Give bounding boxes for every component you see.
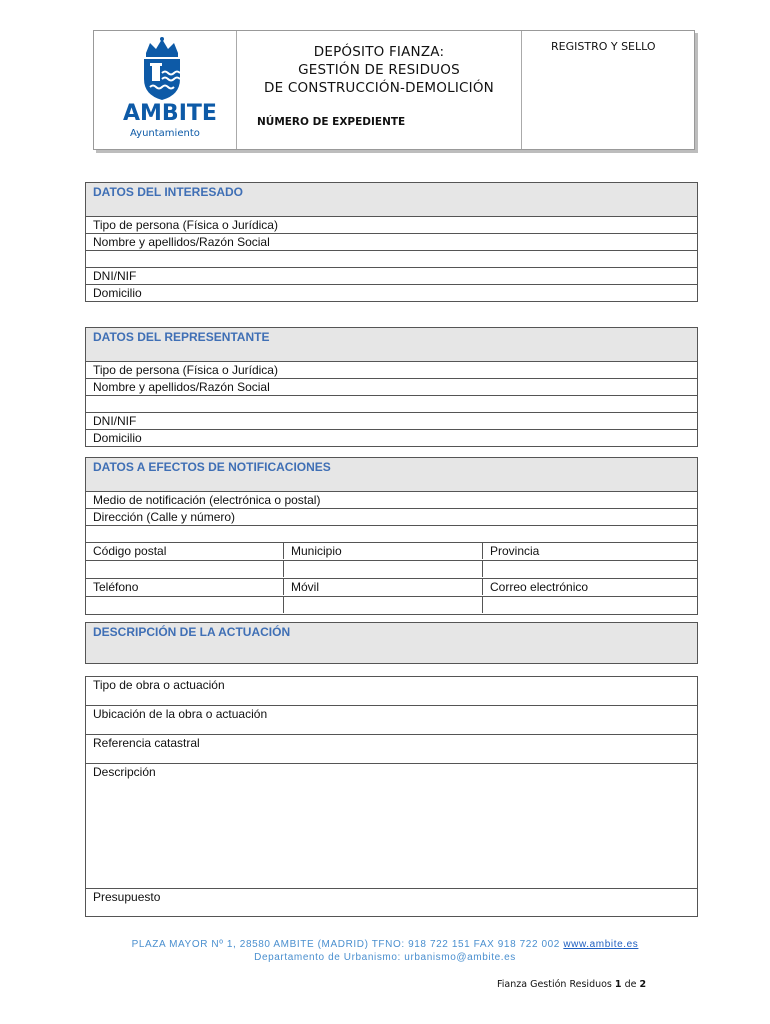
input-movil[interactable]	[284, 597, 483, 613]
title-line-1: DEPÓSITO FIANZA:	[313, 44, 445, 60]
field-provincia[interactable]: Provincia	[490, 544, 540, 558]
footer-address	[0, 939, 770, 950]
field-nombre[interactable]: Nombre y apellidos/Razón Social	[86, 378, 697, 395]
field-blank[interactable]	[86, 250, 697, 267]
footer-department: Departamento de Urbanismo: urbanismo@ambite.es	[254, 952, 516, 963]
input-municipio[interactable]	[284, 561, 483, 577]
logo-cell	[94, 31, 236, 149]
expediente-label: NÚMERO DE EXPEDIENTE	[257, 116, 406, 128]
field-tipo-obra[interactable]: Tipo de obra o actuación	[93, 678, 225, 692]
document-title	[237, 43, 521, 97]
contact-labels-row	[86, 578, 697, 596]
field-direccion[interactable]: Dirección (Calle y número)	[86, 508, 697, 525]
field-blank[interactable]	[86, 395, 697, 412]
document-header	[93, 30, 695, 150]
section-title: DATOS DEL INTERESADO	[86, 183, 697, 216]
page-prefix: Fianza Gestión Residuos	[497, 979, 612, 990]
field-descripcion[interactable]: Descripción	[86, 763, 697, 888]
address-labels-row	[86, 542, 697, 560]
field-dni[interactable]: DNI/NIF	[86, 267, 697, 284]
section-title: DATOS DEL REPRESENTANTE	[86, 328, 697, 361]
field-ubicacion[interactable]: Ubicación de la obra o actuación	[86, 705, 697, 734]
section-actuacion-header	[85, 622, 698, 664]
logo-name: AMBITE	[123, 101, 217, 126]
field-correo[interactable]: Correo electrónico	[490, 580, 589, 594]
website-link[interactable]: www.ambite.es	[563, 939, 639, 950]
section-actuacion	[85, 676, 698, 917]
registro-sello-cell[interactable]	[521, 31, 694, 149]
field-tipo-persona[interactable]: Tipo de persona (Física o Jurídica)	[86, 216, 697, 233]
input-codigo-postal[interactable]	[86, 561, 284, 577]
page-current: 1	[614, 979, 622, 990]
field-domicilio[interactable]: Domicilio	[86, 284, 697, 301]
title-line-3: DE CONSTRUCCIÓN-DEMOLICIÓN	[264, 80, 494, 96]
section-notificaciones	[85, 457, 698, 615]
field-codigo-postal[interactable]: Código postal	[86, 543, 284, 559]
field-dni[interactable]: DNI/NIF	[86, 412, 697, 429]
section-title: DATOS A EFECTOS DE NOTIFICACIONES	[86, 458, 697, 491]
field-movil[interactable]: Móvil	[284, 579, 483, 595]
page-total: 2	[639, 979, 647, 990]
contact-values-row	[86, 596, 697, 614]
section-title: DESCRIPCIÓN DE LA ACTUACIÓN	[86, 623, 697, 663]
field-telefono[interactable]: Teléfono	[86, 579, 284, 595]
field-domicilio[interactable]: Domicilio	[86, 429, 697, 446]
field-municipio[interactable]: Municipio	[284, 543, 483, 559]
field-referencia-catastral[interactable]: Referencia catastral	[86, 734, 697, 763]
page-sep: de	[624, 979, 637, 990]
footer-address-text: PLAZA MAYOR Nº 1, 28580 AMBITE (MADRID) TFNO: 918 722 151 FAX 918 722 002	[131, 939, 560, 950]
input-telefono[interactable]	[86, 597, 284, 613]
field-presupuesto[interactable]: Presupuesto	[86, 888, 697, 916]
input-provincia[interactable]	[483, 561, 695, 577]
field-blank[interactable]	[86, 525, 697, 542]
page-number	[497, 979, 646, 990]
title-line-2: GESTIÓN DE RESIDUOS	[298, 62, 460, 78]
field-nombre[interactable]: Nombre y apellidos/Razón Social	[86, 233, 697, 250]
field-medio-notificacion[interactable]: Medio de notificación (electrónica o postal)	[86, 491, 697, 508]
address-values-row	[86, 560, 697, 578]
coat-of-arms-icon	[140, 37, 184, 101]
section-representante	[85, 327, 698, 447]
section-interesado	[85, 182, 698, 302]
logo-subtitle: Ayuntamiento	[130, 128, 200, 139]
input-correo[interactable]	[483, 597, 695, 613]
title-cell	[236, 31, 522, 149]
registro-sello-label: REGISTRO Y SELLO	[551, 40, 656, 53]
field-tipo-persona[interactable]: Tipo de persona (Física o Jurídica)	[86, 361, 697, 378]
